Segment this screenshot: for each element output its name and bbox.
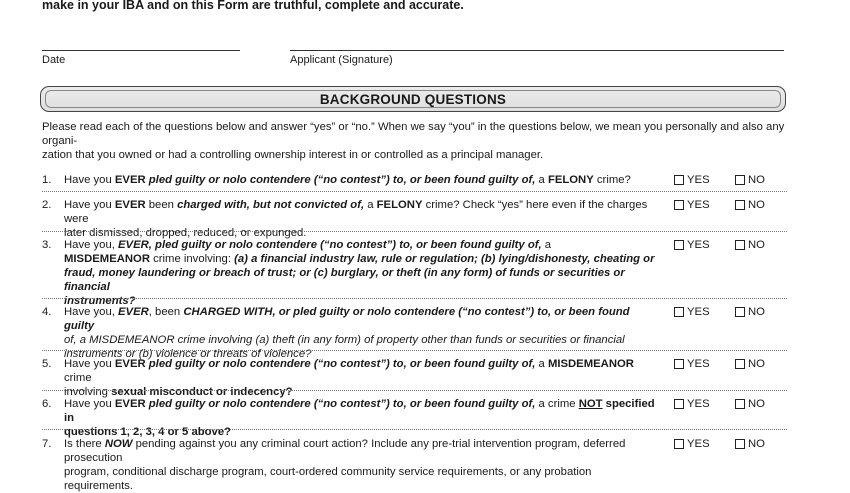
q-text: pled guilty or nolo contendere (“no contest”) to, or been found guilty of,	[145, 358, 536, 370]
q-line: later dismissed, dropped, reduced, or expunged.	[64, 227, 307, 239]
q-text: EVER	[114, 199, 146, 211]
q-text: Have you	[64, 398, 115, 410]
q-text: EVER	[114, 174, 146, 186]
q-line	[64, 198, 662, 226]
section-banner	[40, 86, 786, 112]
question-6	[42, 397, 662, 439]
checkbox-icon[interactable]	[735, 307, 745, 317]
question-number: 7.	[42, 438, 52, 450]
question-text	[64, 173, 662, 187]
yes-label: YES	[687, 199, 710, 211]
question-4	[42, 305, 662, 361]
q-text: crime? Check “yes” here even if the charges were	[64, 199, 648, 225]
checkbox-icon[interactable]	[735, 439, 745, 449]
q-text: specified in	[64, 398, 655, 424]
section-banner-inner	[45, 90, 781, 108]
row-divider	[42, 298, 787, 299]
yes-label: YES	[687, 398, 710, 410]
q-text: Have you	[64, 358, 115, 370]
q-line: questions 1, 2, 3, 4 or 5 above?	[64, 426, 231, 438]
q2-no-option[interactable]	[735, 199, 765, 211]
q7-no-option[interactable]	[735, 438, 765, 450]
no-label: NO	[748, 174, 765, 186]
q-text: a	[541, 239, 552, 251]
q-text: a crime	[535, 398, 579, 410]
q-text: , pled guilty or nolo contendere (“no contest”) to, or been found guilty of,	[148, 239, 542, 251]
yes-label: YES	[687, 174, 710, 186]
q-line	[64, 238, 662, 252]
question-text	[64, 305, 662, 361]
checkbox-icon[interactable]	[674, 439, 684, 449]
q-text: FELONY	[376, 199, 423, 211]
q6-yes-option[interactable]	[674, 398, 710, 410]
q-text: involving	[64, 386, 112, 398]
checkbox-icon[interactable]	[674, 359, 684, 369]
question-number: 3.	[42, 239, 52, 251]
row-divider	[42, 390, 787, 391]
no-label: NO	[748, 438, 765, 450]
q-text: Have you	[64, 174, 115, 186]
q-line: fraud, money laundering or breach of trust; or (c) burglary, or theft (in any form) of funds or securities or financial	[64, 267, 625, 293]
q5-yes-option[interactable]	[674, 358, 710, 370]
q-line	[64, 437, 662, 465]
checkbox-icon[interactable]	[735, 359, 745, 369]
q-text: Have you,	[64, 306, 119, 318]
applicant-signature-line[interactable]	[290, 50, 784, 51]
q-text: Have you	[64, 199, 115, 211]
section-intro	[42, 120, 790, 162]
q-text: NOT	[578, 398, 603, 410]
q-text: pending against you any criminal court action? Include any pre-trial intervention program, deferred prosecution	[64, 438, 626, 464]
q-text: , been	[148, 306, 184, 318]
question-text	[64, 397, 662, 439]
checkbox-icon[interactable]	[674, 307, 684, 317]
checkbox-icon[interactable]	[674, 240, 684, 250]
question-1	[42, 173, 662, 187]
row-divider	[42, 350, 787, 351]
q4-yes-option[interactable]	[674, 306, 710, 318]
no-label: NO	[748, 398, 765, 410]
row-divider	[42, 429, 787, 430]
q-text: Have you,	[64, 239, 119, 251]
yes-label: YES	[687, 358, 710, 370]
date-label: Date	[42, 54, 66, 66]
q-text: pled guilty or nolo contendere (“no contest”) to, or been found guilty of,	[145, 398, 536, 410]
question-number: 4.	[42, 306, 52, 318]
yes-label: YES	[687, 306, 710, 318]
question-5	[42, 357, 662, 399]
attestation-text: make in your IBA and on this Form are truthful, complete and accurate.	[42, 0, 464, 12]
question-2	[42, 198, 662, 240]
no-label: NO	[748, 306, 765, 318]
q-text: crime involving:	[149, 253, 235, 265]
question-number: 6.	[42, 398, 52, 410]
q-text: crime	[64, 372, 92, 384]
checkbox-icon[interactable]	[674, 175, 684, 185]
q2-yes-option[interactable]	[674, 199, 710, 211]
intro-line-1: Please read each of the questions below and answer “yes” or “no.” When we say “you” in the questions below, we mean you personally and also any organi-	[42, 121, 785, 147]
no-label: NO	[748, 358, 765, 370]
q3-yes-option[interactable]	[674, 239, 710, 251]
question-7	[42, 437, 662, 493]
q4-no-option[interactable]	[735, 306, 765, 318]
q-text: NOW	[104, 438, 133, 450]
question-number: 5.	[42, 358, 52, 370]
checkbox-icon[interactable]	[735, 175, 745, 185]
row-divider	[42, 191, 787, 192]
q-text: EVER	[118, 306, 149, 318]
q-line: of, a MISDEMEANOR crime involving (a) theft (in any form) of property other than funds or securities or financial	[64, 334, 625, 346]
q-line: instruments or (b) violence or threats of violence?	[64, 348, 312, 360]
q-text: MISDEMEANOR	[547, 358, 634, 370]
q-text: MISDEMEANOR	[64, 253, 150, 265]
q-text: a	[364, 199, 377, 211]
q-line: instruments?	[64, 295, 136, 307]
q1-yes-option[interactable]	[674, 174, 710, 186]
q-line: program, conditional discharge program, court-ordered community service requirements, or any probation requirements.	[64, 466, 592, 492]
q-text: Is there	[64, 438, 105, 450]
date-signature-line[interactable]	[42, 50, 240, 51]
section-title: BACKGROUND QUESTIONS	[319, 91, 507, 107]
intro-line-2: zation that you owned or had a controlling ownership interest in or controlled as a principal manager.	[42, 149, 544, 161]
q-text: FELONY	[547, 174, 594, 186]
q-line	[64, 397, 662, 425]
q5-no-option[interactable]	[735, 358, 765, 370]
checkbox-icon[interactable]	[735, 240, 745, 250]
q-text: EVER	[118, 239, 149, 251]
checkbox-icon[interactable]	[674, 399, 684, 409]
q-text: pled guilty or nolo contendere (“no contest”) to, or been found guilty of,	[145, 174, 536, 186]
yes-label: YES	[687, 239, 710, 251]
yes-label: YES	[687, 438, 710, 450]
q-text: been	[145, 199, 178, 211]
checkbox-icon[interactable]	[674, 200, 684, 210]
question-text	[64, 198, 662, 240]
q-line	[64, 357, 662, 385]
question-number: 2.	[42, 199, 52, 211]
question-text	[64, 437, 662, 493]
row-divider	[42, 231, 787, 232]
q-text: (a) a financial industry law, rule or regulation; (b) lying/dishonesty, cheating or	[234, 253, 655, 265]
question-text	[64, 357, 662, 399]
q-line	[64, 305, 662, 333]
q3-no-option[interactable]	[735, 239, 765, 251]
q-text: EVER	[114, 398, 146, 410]
applicant-signature-label: Applicant (Signature)	[290, 54, 393, 66]
question-number: 1.	[42, 174, 52, 186]
q-text: EVER	[114, 358, 146, 370]
q-text: a	[535, 358, 548, 370]
no-label: NO	[748, 199, 765, 211]
checkbox-icon[interactable]	[735, 399, 745, 409]
q-text: sexual misconduct or indecency?	[111, 386, 293, 398]
no-label: NO	[748, 239, 765, 251]
q-text: a	[535, 174, 548, 186]
q1-no-option[interactable]	[735, 174, 765, 186]
checkbox-icon[interactable]	[735, 200, 745, 210]
q-text: charged with, but not convicted of,	[177, 199, 365, 211]
q-text: CHARGED WITH, or pled guilty or nolo contendere (“no contest”) to, or been found guilty	[64, 306, 630, 332]
q6-no-option[interactable]	[735, 398, 765, 410]
q-text: crime?	[593, 174, 631, 186]
q7-yes-option[interactable]	[674, 438, 710, 450]
q-line	[64, 252, 662, 266]
